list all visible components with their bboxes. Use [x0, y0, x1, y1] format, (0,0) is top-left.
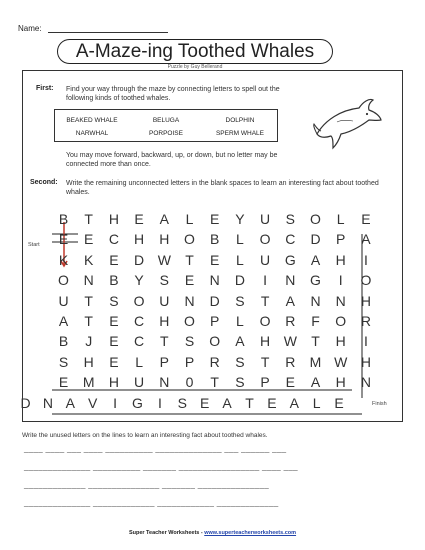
name-field[interactable] — [18, 24, 168, 33]
maze-letter[interactable]: E — [109, 333, 119, 350]
maze-letter[interactable]: W — [157, 251, 171, 268]
maze-letter[interactable]: O — [209, 333, 221, 350]
maze-letter[interactable]: L — [235, 251, 244, 268]
maze-letter[interactable]: R — [285, 313, 296, 329]
maze-letter[interactable]: D — [310, 231, 321, 248]
maze-letter[interactable]: T — [260, 353, 270, 370]
maze-letter[interactable]: E — [334, 394, 344, 411]
maze-letter[interactable]: S — [177, 394, 187, 411]
maze-letter[interactable]: I — [363, 333, 368, 350]
maze-letter[interactable]: T — [84, 313, 93, 329]
maze-letter[interactable]: L — [185, 211, 194, 227]
maze-letter[interactable]: U — [260, 251, 271, 268]
maze-letter[interactable]: R — [209, 353, 220, 370]
maze-letter[interactable]: H — [360, 292, 371, 309]
maze-letter[interactable]: H — [83, 353, 94, 370]
maze-letter[interactable]: L — [235, 313, 244, 329]
maze-letter[interactable]: S — [58, 353, 69, 370]
maze-letter[interactable]: E — [210, 251, 220, 268]
dolphin-illustration — [311, 94, 385, 152]
maze-letter[interactable]: B — [109, 272, 119, 289]
maze-letter[interactable]: O — [133, 292, 145, 309]
maze-letter[interactable]: N — [209, 272, 220, 289]
maze-letter[interactable]: S — [285, 211, 295, 227]
name-label: Name: — [18, 24, 42, 33]
maze-letter[interactable]: U — [134, 374, 145, 391]
maze-letter[interactable]: I — [363, 251, 368, 268]
maze-letter[interactable]: L — [235, 231, 244, 248]
maze-letter[interactable]: H — [360, 353, 371, 370]
maze-letter[interactable]: N — [42, 394, 53, 411]
maze-letter[interactable]: O — [184, 231, 195, 248]
maze-letter[interactable]: U — [159, 292, 170, 309]
maze-letter[interactable]: E — [134, 211, 144, 227]
fact-line-1[interactable]: ____ ____ ___ ____ __________ ______________ ___ ______ ___ — [24, 444, 287, 453]
maze-letter[interactable]: G — [310, 272, 321, 289]
maze-letter[interactable]: Y — [235, 211, 245, 227]
finish-label: Finish — [372, 401, 387, 407]
maze-letter[interactable]: V — [88, 394, 98, 411]
maze-letter[interactable]: O — [360, 272, 372, 289]
maze-letter[interactable]: W — [334, 353, 348, 370]
maze-letter[interactable]: T — [160, 333, 169, 350]
word-box — [54, 109, 278, 142]
subtitle: Puzzle by Guy Bellerand — [167, 64, 223, 70]
maze-letter[interactable]: E — [109, 251, 119, 268]
maze-letter[interactable]: 0 — [185, 374, 194, 391]
maze-letter[interactable]: H — [159, 313, 170, 329]
fact-line-2[interactable]: ______________ __________ _______ _________________ ____ ___ — [24, 462, 298, 471]
maze-letter[interactable]: L — [336, 211, 345, 227]
maze-letter[interactable]: P — [336, 231, 346, 248]
maze-letter[interactable]: O — [310, 211, 321, 227]
maze-letter[interactable]: H — [335, 333, 346, 350]
page-title: A-Maze-ing Toothed Whales — [57, 39, 333, 64]
word-item: DOLPHIN — [225, 117, 255, 124]
footer-link[interactable]: www.superteacherworksheets.com — [204, 530, 297, 536]
maze-letter[interactable]: P — [184, 353, 195, 370]
maze-letter[interactable]: C — [134, 313, 145, 329]
maze-letter[interactable]: N — [310, 292, 321, 309]
word-item: PORPOISE — [149, 130, 183, 137]
maze-letter[interactable]: O — [259, 313, 271, 329]
word-item: BELUGA — [152, 117, 180, 124]
first-instruction: Find your way through the maze by connecting letters to spell out the following kinds of toothed whales. — [66, 86, 280, 102]
maze-letter[interactable]: B — [210, 231, 220, 248]
maze-letter[interactable]: O — [335, 313, 347, 329]
maze-letter[interactable]: A — [361, 231, 371, 248]
maze-letter[interactable]: S — [109, 292, 119, 309]
maze-letter[interactable]: H — [335, 374, 346, 391]
maze-letter[interactable]: E — [267, 394, 277, 411]
first-note: You may move forward, backward, up, or down, but no letter may be connected more than once. — [66, 152, 278, 168]
maze-letter[interactable]: J — [85, 333, 93, 350]
maze-letter[interactable]: B — [58, 211, 69, 227]
footer — [0, 530, 425, 536]
word-item: BEAKED WHALE — [66, 117, 118, 124]
maze-letter[interactable]: C — [134, 333, 145, 350]
maze-letter[interactable]: T — [311, 333, 320, 350]
maze-letter[interactable]: A — [235, 333, 245, 350]
maze-letter[interactable]: D — [134, 251, 145, 268]
maze-letter[interactable]: W — [283, 333, 297, 350]
maze-letter[interactable]: I — [157, 394, 162, 411]
maze-letter[interactable]: A — [285, 292, 295, 309]
maze-letter[interactable]: O — [184, 313, 195, 329]
word-item: NARWHAL — [75, 130, 109, 137]
maze-letter[interactable]: H — [260, 333, 271, 350]
fact-line-3[interactable]: _____________ _______________ _______ _______________ — [24, 480, 270, 489]
maze-letter[interactable]: S — [159, 272, 169, 289]
maze-letter[interactable]: A — [65, 394, 75, 411]
maze-letter[interactable]: D — [209, 292, 220, 309]
maze-letter[interactable]: N — [285, 272, 296, 289]
maze-letter[interactable]: A — [310, 251, 321, 268]
maze-letter[interactable]: E — [184, 272, 195, 289]
maze-letter[interactable]: F — [311, 313, 320, 329]
second-label: Second: — [30, 179, 58, 186]
maze-letter[interactable]: R — [360, 313, 371, 329]
maze-letter[interactable]: G — [132, 394, 143, 411]
maze-letter[interactable]: E — [361, 211, 371, 227]
maze-letter[interactable]: U — [260, 211, 271, 227]
maze-letter[interactable]: S — [235, 374, 245, 391]
maze-letter[interactable]: A — [222, 394, 232, 411]
maze-letter[interactable]: T — [84, 292, 93, 309]
maze-letter[interactable]: T — [245, 394, 254, 411]
fact-line-4[interactable]: ______________ _____________ ____________ _____________ — [24, 498, 279, 507]
fact-instruction: Write the unused letters on the lines to learn an interesting fact about toothed whales. — [22, 432, 268, 439]
maze-letter[interactable]: N — [335, 292, 346, 309]
maze-letter[interactable]: U — [58, 292, 69, 309]
maze-letter[interactable]: Y — [134, 272, 144, 289]
maze-letter[interactable]: E — [58, 374, 69, 391]
maze-letter[interactable]: L — [135, 353, 143, 370]
maze-letter[interactable]: T — [210, 374, 219, 391]
maze-letter[interactable]: H — [108, 211, 119, 227]
maze-letter[interactable]: E — [58, 231, 69, 248]
maze-letter[interactable]: C — [285, 231, 296, 248]
maze-letter[interactable]: C — [108, 231, 119, 248]
maze-letter[interactable]: T — [260, 292, 270, 309]
maze-letter[interactable]: R — [285, 353, 296, 370]
maze-letter[interactable]: E — [285, 374, 295, 391]
maze-letter[interactable]: H — [108, 374, 119, 391]
maze-letter[interactable]: T — [84, 211, 93, 227]
maze-letter[interactable]: S — [235, 292, 245, 309]
maze-letter[interactable]: A — [310, 374, 321, 391]
maze-letter[interactable]: L — [312, 394, 321, 411]
maze-letter[interactable]: E — [200, 394, 210, 411]
second-instruction: Write the remaining unconnected letters in the blank spaces to learn an interesting fact about toothed whales. — [66, 180, 379, 196]
maze-letter[interactable]: I — [113, 394, 118, 411]
maze-letter[interactable]: D — [20, 394, 31, 411]
name-line[interactable] — [48, 24, 168, 33]
maze-letter[interactable]: S — [184, 333, 195, 350]
first-label: First: — [36, 85, 54, 92]
maze-letter[interactable]: E — [109, 313, 119, 329]
maze-letter[interactable]: A — [58, 313, 69, 329]
maze-letter[interactable]: K — [84, 251, 94, 268]
maze-letter[interactable]: G — [284, 251, 296, 268]
maze-letter[interactable]: E — [84, 231, 94, 248]
maze-letter[interactable]: A — [159, 211, 169, 227]
maze-letter[interactable]: A — [289, 394, 299, 411]
footer-text: Super Teacher Worksheets - — [128, 530, 205, 536]
maze-letter[interactable]: T — [185, 251, 194, 268]
maze-letter[interactable]: P — [159, 353, 169, 370]
maze-letter[interactable]: E — [210, 211, 220, 227]
maze-letter[interactable]: D — [234, 272, 245, 289]
maze-letter[interactable]: I — [338, 272, 343, 289]
maze-letter[interactable]: B — [58, 333, 69, 350]
maze-letter[interactable]: O — [259, 231, 271, 248]
maze-letter[interactable]: H — [335, 251, 346, 268]
maze-letter[interactable]: P — [210, 313, 220, 329]
maze-letter[interactable]: P — [260, 374, 270, 391]
maze-letter[interactable]: H — [159, 231, 170, 248]
maze-letter[interactable]: O — [58, 272, 69, 289]
maze-letter[interactable]: N — [360, 374, 371, 391]
maze-letter[interactable]: M — [82, 374, 95, 391]
maze-letter[interactable]: E — [109, 353, 119, 370]
maze-letter[interactable]: N — [83, 272, 94, 289]
maze-letter[interactable]: N — [159, 374, 170, 391]
maze-letter[interactable]: S — [235, 353, 245, 370]
maze-letter[interactable]: H — [134, 231, 145, 248]
word-item: SPERM WHALE — [215, 130, 265, 137]
maze-letter[interactable]: N — [184, 292, 195, 309]
maze-letter[interactable]: I — [263, 272, 268, 289]
maze-letter[interactable]: K — [58, 251, 69, 268]
start-label: Start — [28, 242, 40, 248]
maze-letter[interactable]: M — [309, 353, 322, 370]
